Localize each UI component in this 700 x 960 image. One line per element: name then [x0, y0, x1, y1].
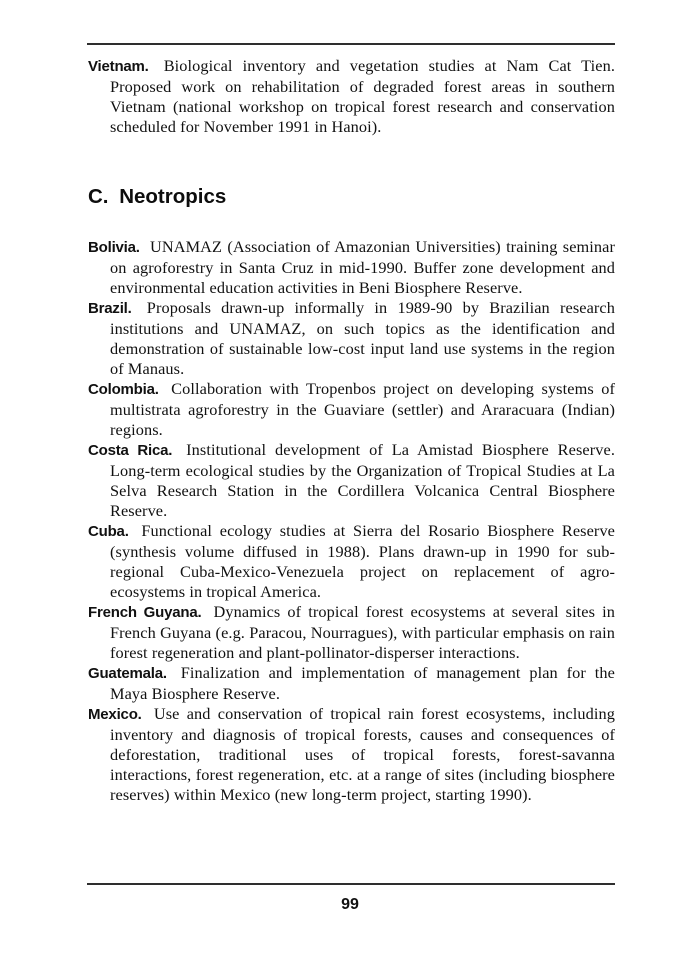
- entry-text: Collaboration with Tropenbos project on developing systems of multistrata agroforestry in the Guaviare (settler) and Araracuara (Indian) regions.: [110, 379, 615, 439]
- entry-colombia: [88, 379, 615, 440]
- entry-brazil: [88, 298, 615, 379]
- entry-bolivia: [88, 237, 615, 298]
- bottom-divider-rule: [87, 883, 615, 885]
- entry-text: Biological inventory and vegetation studies at Nam Cat Tien. Proposed work on rehabilitation of degraded forest areas in southern Vietnam (national workshop on tropical forest research and conservation scheduled for November 1991 in Hanoi).: [110, 56, 616, 136]
- entry-label: Bolivia.: [88, 239, 140, 256]
- entry-cuba: [88, 521, 615, 602]
- section-heading-neotropics: C. Neotropics: [88, 185, 227, 208]
- entry-vietnam: [88, 56, 615, 137]
- top-divider-rule: [87, 43, 615, 45]
- entry-mexico: [88, 704, 615, 805]
- entry-text: Functional ecology studies at Sierra del Rosario Biosphere Reserve (synthesis volume diffused in 1988). Plans drawn-up in 1990 for sub-regional Cuba-Mexico-Venezuela project on replacement of agro-ecosystems in tropical America.: [110, 521, 616, 601]
- entry-label: Guatemala.: [88, 665, 167, 682]
- entry-french-guyana: [88, 602, 615, 663]
- entry-text: Finalization and implementation of management plan for the Maya Biosphere Reserve.: [110, 663, 615, 703]
- entry-label: Brazil.: [88, 300, 132, 317]
- page-content: [88, 56, 615, 805]
- entry-text: Use and conservation of tropical rain forest ecosystems, including inventory and diagnosis of tropical forests, causes and consequences of deforestation, traditional uses of tropical forests, forest-savanna interactions, forest regeneration, etc. at a range of sites (including biosphere reserves) within Mexico (new long-term project, starting 1990).: [110, 704, 616, 804]
- entry-text: Dynamics of tropical forest ecosystems at several sites in French Guyana (e.g. Paracou, Nourragues), with particular emphasis on rain forest regeneration and plant-pollinator-disperser interactions.: [110, 602, 615, 662]
- entry-label: French Guyana.: [88, 604, 202, 621]
- page-number: 99: [341, 896, 359, 913]
- entry-guatemala: [88, 663, 615, 704]
- entry-text: Institutional development of La Amistad Biosphere Reserve. Long-term ecological studies by the Organization of Tropical Studies at La Selva Research Station in the Cordillera Volcanica Central Biosphere Reserve.: [110, 440, 615, 520]
- entry-label: Mexico.: [88, 706, 142, 723]
- entry-costa-rica: [88, 440, 615, 521]
- entry-text: UNAMAZ (Association of Amazonian Universities) training seminar on agroforestry in Santa Cruz in mid-1990. Buffer zone development and environmental education activities in Beni Biosphere Reserve.: [110, 237, 615, 297]
- entry-label: Colombia.: [88, 381, 159, 398]
- entry-label: Cuba.: [88, 523, 129, 540]
- entry-text: Proposals drawn-up informally in 1989-90 by Brazilian research institutions and UNAMAZ, on such topics as the identification and demonstration of sustainable low-cost input land use systems in the region of Manaus.: [110, 298, 615, 378]
- entry-label: Vietnam.: [88, 58, 149, 75]
- entry-label: Costa Rica.: [88, 442, 173, 459]
